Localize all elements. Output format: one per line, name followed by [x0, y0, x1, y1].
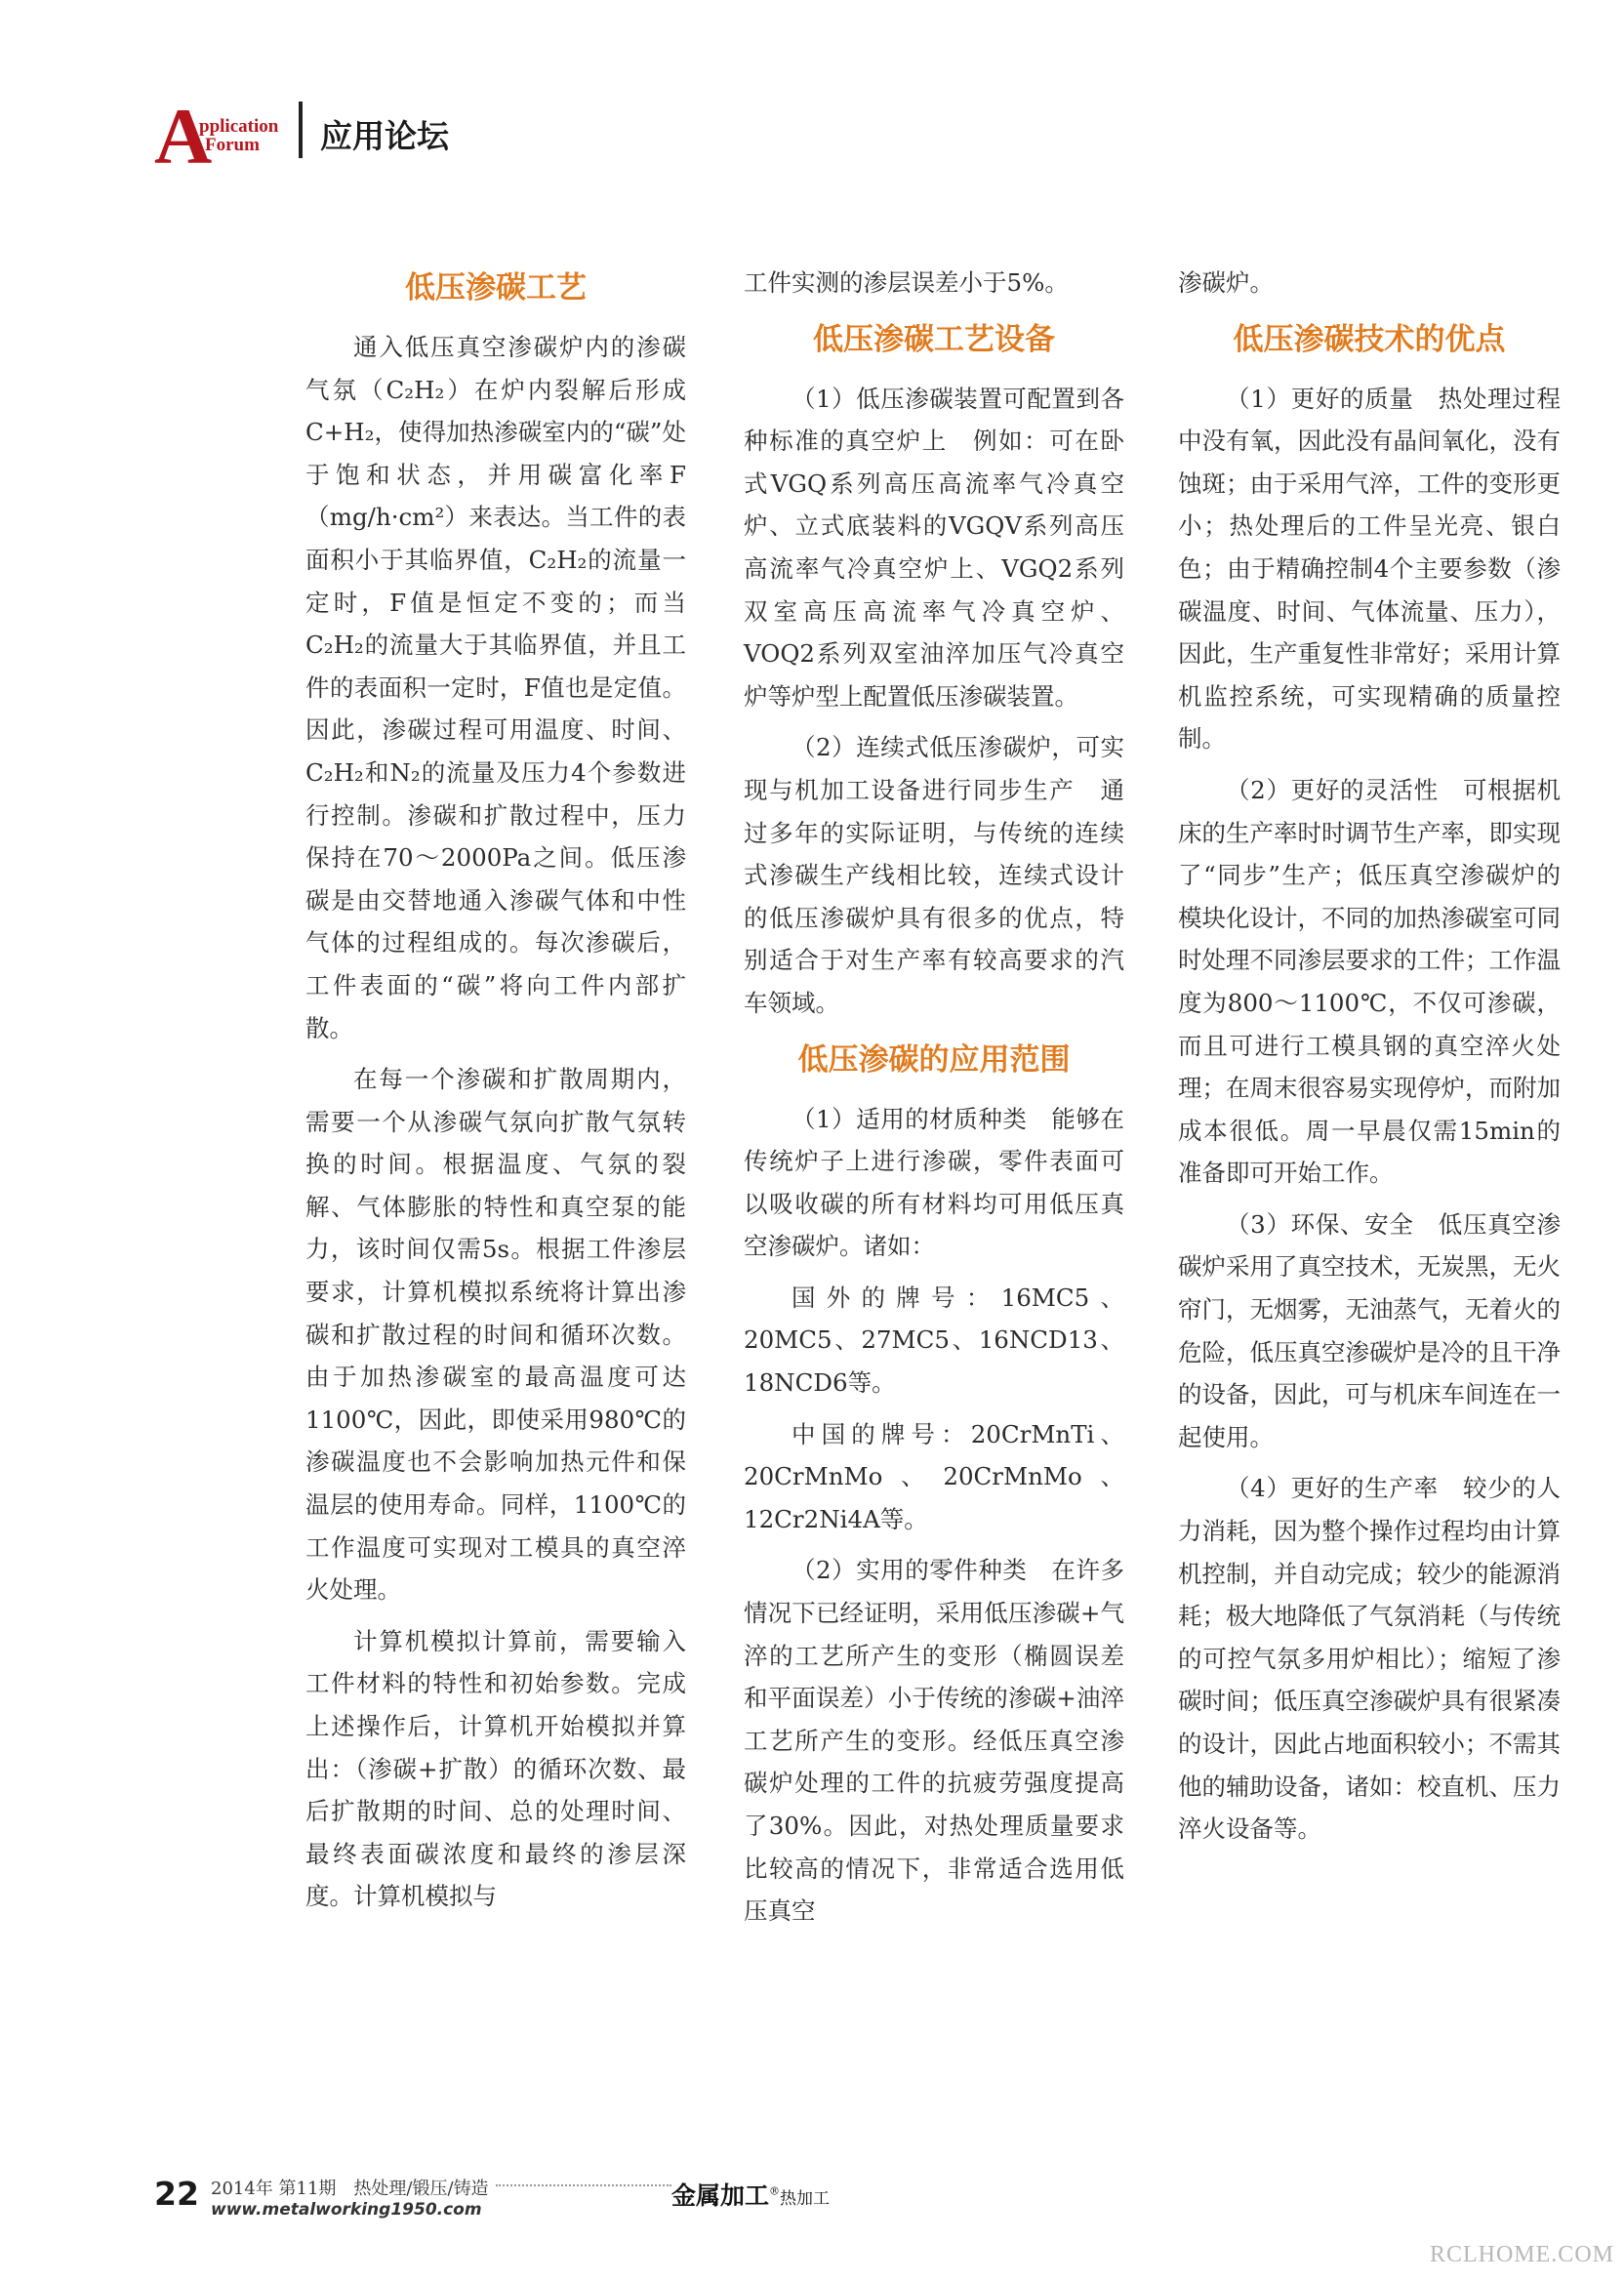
heading-advantages: 低压渗碳技术的优点: [1233, 321, 1506, 357]
heading-equipment: 低压渗碳工艺设备: [813, 321, 1055, 357]
brand-sub: 热加工: [780, 2189, 831, 2209]
paragraph: （3）环保、安全 低压真空渗碳炉采用了真空技术，无炭黑，无火帘门，无烟雾，无油蒸气，无着火的危险，低压真空渗碳炉是冷的且干净的设备，因此，可与机床车间连在一起使用。: [1178, 1209, 1561, 1451]
paragraph: （4）更好的生产率 较少的人力消耗，因为整个操作过程均由计算机控制，并自动完成；较少的能源消耗；极大地降低了气氛消耗（与传统的可控气氛多用炉相比）；缩短了渗碳时间；低压真空渗碳炉具有很紧凑的设计，因此占地面积较小；不需其他的辅助设备，诸如：校直机、压力淬火设备等。: [1178, 1474, 1561, 1844]
paragraph: （2）更好的灵活性 可根据机床的生产率时时调节生产率，即实现了“同步”生产；低压真空渗碳炉的模块化设计，不同的加热渗碳室可同时处理不同渗层要求的工件；工作温度为800～1100℃，不仅可渗碳，而且可进行工模具钢的真空淬火处理；在周末很容易实现停炉，而附加成本很低。周一早晨仅需15min的准备即可开始工作。: [1178, 775, 1561, 1188]
paragraph: （1）低压渗碳装置可配置到各种标准的真空炉上 例如：可在卧式VGQ系列高压高流率气冷真空炉、立式底装料的VGQV系列高压高流率气冷真空炉上、VGQ2系列双室高压高流率气冷真空炉、VOQ2系列双室油淬加压气冷真空炉等炉型上配置低压渗碳装置。: [744, 384, 1124, 711]
paragraph: （1）适用的材质种类 能够在传统炉子上进行渗碳，零件表面可以吸收碳的所有材料均可用低压真空渗碳炉。诸如：: [744, 1104, 1124, 1261]
paragraph: 计算机模拟计算前，需要输入工件材料的特性和初始参数。完成上述操作后，计算机开始模拟并算出：（渗碳+扩散）的循环次数、最后扩散期的时间、总的处理时间、最终表面碳浓度和最终的渗层深度。计算机模拟与: [305, 1626, 686, 1911]
page-footer: [154, 2175, 837, 2233]
paragraph: （1）更好的质量 热处理过程中没有氧，因此没有晶间氧化，没有蚀斑；由于采用气淬，工件的变形更小；热处理后的工件呈光亮、银白色；由于精确控制4个主要参数（渗碳温度、时间、气体流量、压力），因此，生产重复性非常好；采用计算机监控系统，可实现精确的质量控制。: [1178, 384, 1561, 754]
section-title: 应用论坛: [320, 117, 449, 155]
heading-process: 低压渗碳工艺: [405, 270, 587, 306]
logo-word-application: pplication: [199, 116, 279, 137]
heading-application-scope: 低压渗碳的应用范围: [797, 1041, 1071, 1078]
column-2: [744, 262, 1124, 1941]
paragraph: 通入低压真空渗碳炉内的渗碳气氛（C₂H₂）在炉内裂解后形成C+H₂，使得加热渗碳室内的“碳”处于饱和状态，并用碳富化率F（mg/h·cm²）来表达。当工件的表面积小于其临界值，C₂H₂的流量一定时，F值是恒定不变的；而当C₂H₂的流量大于其临界值，并且工件的表面积一定时，F值也是定值。因此，渗碳过程可用温度、时间、C₂H₂和N₂的流量及压力4个参数进行控制。渗碳和扩散过程中，压力保持在70～2000Pa之间。低压渗碳是由交替地通入渗碳气体和中性气体的过程组成的。每次渗碳后，工件表面的“碳”将向工件内部扩散。: [305, 333, 686, 1042]
dotted-rule: [496, 2184, 671, 2186]
issue-info: 2014年 第11期 热处理/锻压/铸造: [211, 2179, 489, 2199]
watermark: RCLHOME.COM: [1429, 2242, 1614, 2267]
column-3: [1178, 262, 1561, 1859]
paragraph: （2）实用的零件种类 在许多情况下已经证明，采用低压渗碳+气淬的工艺所产生的变形（椭圆误差和平面误差）小于传统的渗碳+油淬工艺所产生的变形。经低压真空渗碳炉处理的工件的抗疲劳强度提高了30%。因此，对热处理质量要求比较高的情况下，非常适合选用低压真空: [744, 1556, 1124, 1926]
page-number: 22: [154, 2175, 199, 2213]
page-header: [154, 92, 740, 181]
paragraph: 国外的牌号：16MC5、20MC5、27MC5、16NCD13、18NCD6等。: [744, 1283, 1124, 1398]
website-url: www.metalworking1950.com: [211, 2200, 482, 2220]
paragraph-continued: 渗碳炉。: [1178, 268, 1274, 297]
paragraph: 在每一个渗碳和扩散周期内，需要一个从渗碳气氛向扩散气氛转换的时间。根据温度、气氛的裂解、气体膨胀的特性和真空泵的能力，该时间仅需5s。根据工件渗层要求，计算机模拟系统将计算出渗碳和扩散过程的时间和循环次数。由于加热渗碳室的最高温度可达1100℃，因此，即使采用980℃的渗碳温度也不会影响加热元件和保温层的使用寿命。同样，1100℃的工作温度可实现对工模具的真空淬火处理。: [305, 1065, 686, 1605]
brand-name: 金属加工: [671, 2181, 770, 2210]
column-1: [305, 262, 686, 1927]
magazine-brand: 金属加工®热加工: [671, 2181, 831, 2210]
paragraph: 中国的牌号：20CrMnTi、20CrMnMo、20CrMnMo、12Cr2Ni4A等。: [744, 1419, 1124, 1533]
paragraph: （2）连续式低压渗碳炉，可实现与机加工设备进行同步生产 通过多年的实际证明，与传统的连续式渗碳生产线相比较，连续式设计的低压渗碳炉具有很多的优点，特别适合于对生产率有较高要求的汽车领域。: [744, 733, 1124, 1017]
header-divider: [299, 102, 303, 158]
application-forum-logo: A: [154, 92, 213, 181]
logo-word-forum: Forum: [205, 135, 260, 155]
logo-words: [199, 117, 278, 154]
paragraph-continued: 工件实测的渗层误差小于5%。: [744, 268, 1069, 297]
